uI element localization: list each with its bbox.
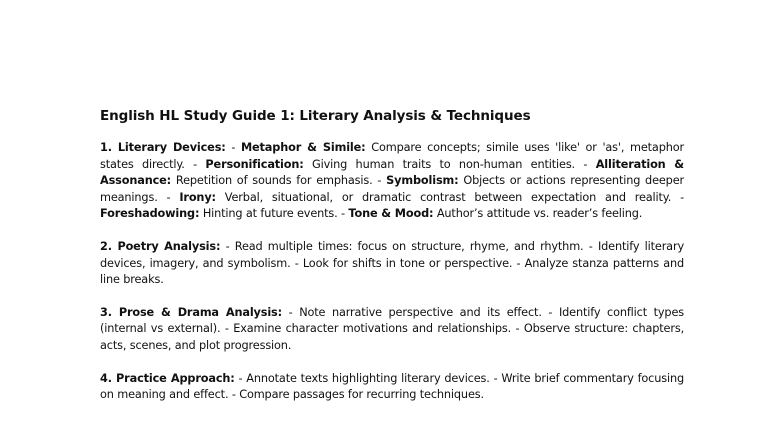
term: Personification:: [205, 157, 304, 171]
section-heading: 1. Literary Devices:: [100, 141, 226, 154]
term-description: Verbal, situational, or dramatic contrast between expectation and reality.: [224, 190, 672, 204]
list-item: Look for shifts in tone or perspective.: [302, 256, 513, 270]
term: Irony:: [179, 190, 216, 204]
term-description: Repetition of sounds for emphasis.: [175, 174, 373, 188]
term-description: Compare concepts; simile uses 'like' or 'as', metaphor states directly.: [100, 141, 684, 171]
section-heading: 4. Practice Approach:: [100, 371, 235, 385]
list-item: Identify conflict types (internal vs external).: [100, 305, 684, 336]
term-description: Hinting at future events.: [202, 207, 338, 221]
list-item: Write brief commentary focusing on meaning and effect.: [100, 371, 685, 402]
list-item: Annotate texts highlighting literary devices.: [246, 371, 490, 385]
section-prose-drama-analysis: 3. Prose & Drama Analysis: - Note narrative perspective and its effect. - Identify conflict types (internal vs external). - Examine character motivations and relationships. - Observe structure: chapters, acts, scenes, and plot progression.: [100, 305, 685, 352]
term: Symbolism:: [386, 174, 459, 188]
term: Foreshadowing:: [100, 207, 200, 221]
document-page: [100, 107, 684, 420]
term: Tone & Mood:: [348, 207, 434, 221]
document-title: English HL Study Guide 1: Literary Analysis & Techniques: [100, 108, 531, 124]
list-item: Examine character motivations and relationships.: [233, 322, 512, 336]
section-literary-devices: 1. Literary Devices: - Metaphor & Simile: Compare concepts; simile uses 'like' or 'as', metaphor states directly. - Personification: Giving human traits to non-human entities. - Alliteration & Assonance: Repetition of sounds for emphasis. - Symbolism: Objects or actions representing deeper meanings. - Irony: Verbal, situational, or dramatic contrast between expectation and reality. - Foreshadowing: Hinting at future events. - Tone & Mood: Author’s attitude vs. reader’s feeling.: [100, 141, 684, 221]
section-poetry-analysis: 2. Poetry Analysis: - Read multiple times: focus on structure, rhyme, and rhythm. - Identify literary devices, imagery, and symbolism. - Look for shifts in tone or perspective. - Analyze stanza patterns and line breaks.: [100, 239, 685, 287]
section-practice-approach: 4. Practice Approach: - Annotate texts highlighting literary devices. - Write brief commentary focusing on meaning and effect. - Compare passages for recurring techniques.: [100, 371, 685, 402]
list-item: Compare passages for recurring techniques.: [239, 388, 484, 402]
term-description: Author’s attitude vs. reader’s feeling.: [436, 207, 643, 221]
list-item: Observe structure: chapters, acts, scenes, and plot progression.: [100, 322, 685, 352]
term-description: Giving human traits to non-human entities.: [312, 157, 575, 171]
section-heading: 2. Poetry Analysis:: [100, 239, 221, 253]
list-item: Analyze stanza patterns and line breaks.: [100, 256, 685, 287]
list-item: Note narrative perspective and its effect.: [299, 305, 542, 319]
term-description: Objects or actions representing deeper meanings.: [100, 174, 684, 204]
list-item: Read multiple times: focus on structure, rhyme, and rhythm.: [234, 239, 584, 253]
list-item: Identify literary devices, imagery, and symbolism.: [100, 239, 684, 270]
section-heading: 3. Prose & Drama Analysis:: [100, 305, 283, 319]
term: Alliteration & Assonance:: [100, 157, 684, 188]
term: Metaphor & Simile:: [240, 141, 366, 154]
